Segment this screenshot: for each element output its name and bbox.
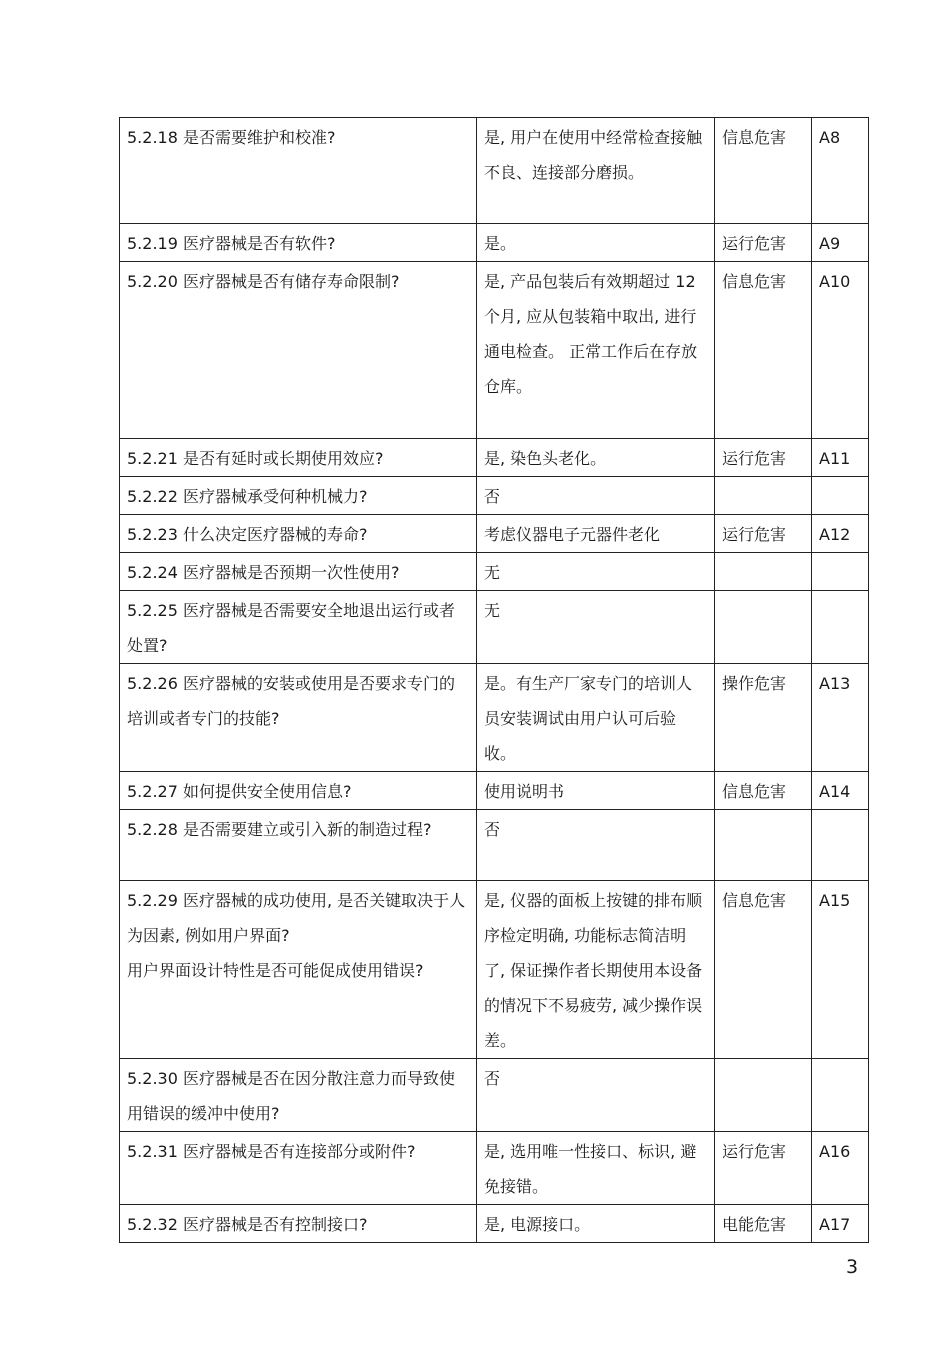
question-cell: 5.2.18 是否需要维护和校准?	[120, 118, 477, 224]
question-cell: 5.2.20 医疗器械是否有储存寿命限制?	[120, 262, 477, 439]
hazard-code-cell: A14	[812, 772, 869, 810]
hazard-code-cell	[812, 810, 869, 881]
question-cell: 5.2.32 医疗器械是否有控制接口?	[120, 1205, 477, 1243]
hazard-code-cell: A8	[812, 118, 869, 224]
hazard-code-cell: A9	[812, 224, 869, 262]
table-row	[120, 262, 869, 439]
answer-cell: 是, 用户在使用中经常检查接触不良、连接部分磨损。	[477, 118, 715, 224]
hazard-type-cell: 运行危害	[715, 224, 812, 262]
table-row	[120, 1205, 869, 1243]
hazard-type-cell: 电能危害	[715, 1205, 812, 1243]
hazard-type-cell	[715, 810, 812, 881]
question-cell: 5.2.31 医疗器械是否有连接部分或附件?	[120, 1132, 477, 1205]
question-cell: 5.2.19 医疗器械是否有软件?	[120, 224, 477, 262]
page-number: 3	[846, 1256, 859, 1278]
hazard-code-cell: A17	[812, 1205, 869, 1243]
answer-cell: 是, 选用唯一性接口、标识, 避免接错。	[477, 1132, 715, 1205]
hazard-type-cell	[715, 477, 812, 515]
hazard-code-cell: A10	[812, 262, 869, 439]
answer-cell: 使用说明书	[477, 772, 715, 810]
table-row	[120, 591, 869, 664]
hazard-type-cell: 信息危害	[715, 881, 812, 1059]
table-row	[120, 1132, 869, 1205]
table-row	[120, 810, 869, 881]
hazard-type-cell: 操作危害	[715, 664, 812, 772]
hazard-code-cell: A15	[812, 881, 869, 1059]
hazard-type-cell: 信息危害	[715, 118, 812, 224]
table-row	[120, 1059, 869, 1132]
answer-cell: 是。有生产厂家专门的培训人员安装调试由用户认可后验收。	[477, 664, 715, 772]
question-cell: 5.2.21 是否有延时或长期使用效应?	[120, 439, 477, 477]
answer-cell: 是, 产品包装后有效期超过 12 个月, 应从包装箱中取出, 进行通电检查。 正常工作后在存放仓库。	[477, 262, 715, 439]
hazard-code-cell	[812, 1059, 869, 1132]
question-cell: 5.2.24 医疗器械是否预期一次性使用?	[120, 553, 477, 591]
table-row	[120, 553, 869, 591]
table-row	[120, 477, 869, 515]
table-row	[120, 881, 869, 1059]
question-cell: 5.2.28 是否需要建立或引入新的制造过程?	[120, 810, 477, 881]
table-row	[120, 664, 869, 772]
answer-cell: 考虑仪器电子元器件老化	[477, 515, 715, 553]
hazard-type-cell	[715, 591, 812, 664]
answer-cell: 是。	[477, 224, 715, 262]
hazard-type-cell: 运行危害	[715, 439, 812, 477]
question-cell: 5.2.22 医疗器械承受何种机械力?	[120, 477, 477, 515]
hazard-code-cell	[812, 477, 869, 515]
hazard-analysis-table	[119, 117, 869, 1243]
answer-cell: 是, 电源接口。	[477, 1205, 715, 1243]
question-cell: 5.2.30 医疗器械是否在因分散注意力而导致使用错误的缓冲中使用?	[120, 1059, 477, 1132]
hazard-code-cell: A13	[812, 664, 869, 772]
answer-cell: 是, 仪器的面板上按键的排布顺序检定明确, 功能标志简洁明了, 保证操作者长期使用本设备的情况下不易疲劳, 减少操作误差。	[477, 881, 715, 1059]
question-cell: 5.2.27 如何提供安全使用信息?	[120, 772, 477, 810]
table-row	[120, 224, 869, 262]
hazard-type-cell: 信息危害	[715, 772, 812, 810]
hazard-code-cell	[812, 591, 869, 664]
hazard-code-cell: A11	[812, 439, 869, 477]
table-row	[120, 515, 869, 553]
answer-cell: 无	[477, 591, 715, 664]
answer-cell: 否	[477, 810, 715, 881]
hazard-code-cell	[812, 553, 869, 591]
hazard-code-cell: A12	[812, 515, 869, 553]
answer-cell: 是, 染色头老化。	[477, 439, 715, 477]
hazard-type-cell: 运行危害	[715, 1132, 812, 1205]
question-cell: 5.2.26 医疗器械的安装或使用是否要求专门的培训或者专门的技能?	[120, 664, 477, 772]
hazard-code-cell: A16	[812, 1132, 869, 1205]
answer-cell: 否	[477, 1059, 715, 1132]
hazard-type-cell: 运行危害	[715, 515, 812, 553]
question-cell: 5.2.25 医疗器械是否需要安全地退出运行或者处置?	[120, 591, 477, 664]
hazard-type-cell: 信息危害	[715, 262, 812, 439]
answer-cell: 否	[477, 477, 715, 515]
answer-cell: 无	[477, 553, 715, 591]
table-row	[120, 772, 869, 810]
table-row	[120, 118, 869, 224]
hazard-type-cell	[715, 553, 812, 591]
hazard-type-cell	[715, 1059, 812, 1132]
question-cell: 5.2.29 医疗器械的成功使用, 是否关键取决于人为因素, 例如用户界面? 用户界面设计特性是否可能促成使用错误?	[120, 881, 477, 1059]
question-cell: 5.2.23 什么决定医疗器械的寿命?	[120, 515, 477, 553]
table-row	[120, 439, 869, 477]
